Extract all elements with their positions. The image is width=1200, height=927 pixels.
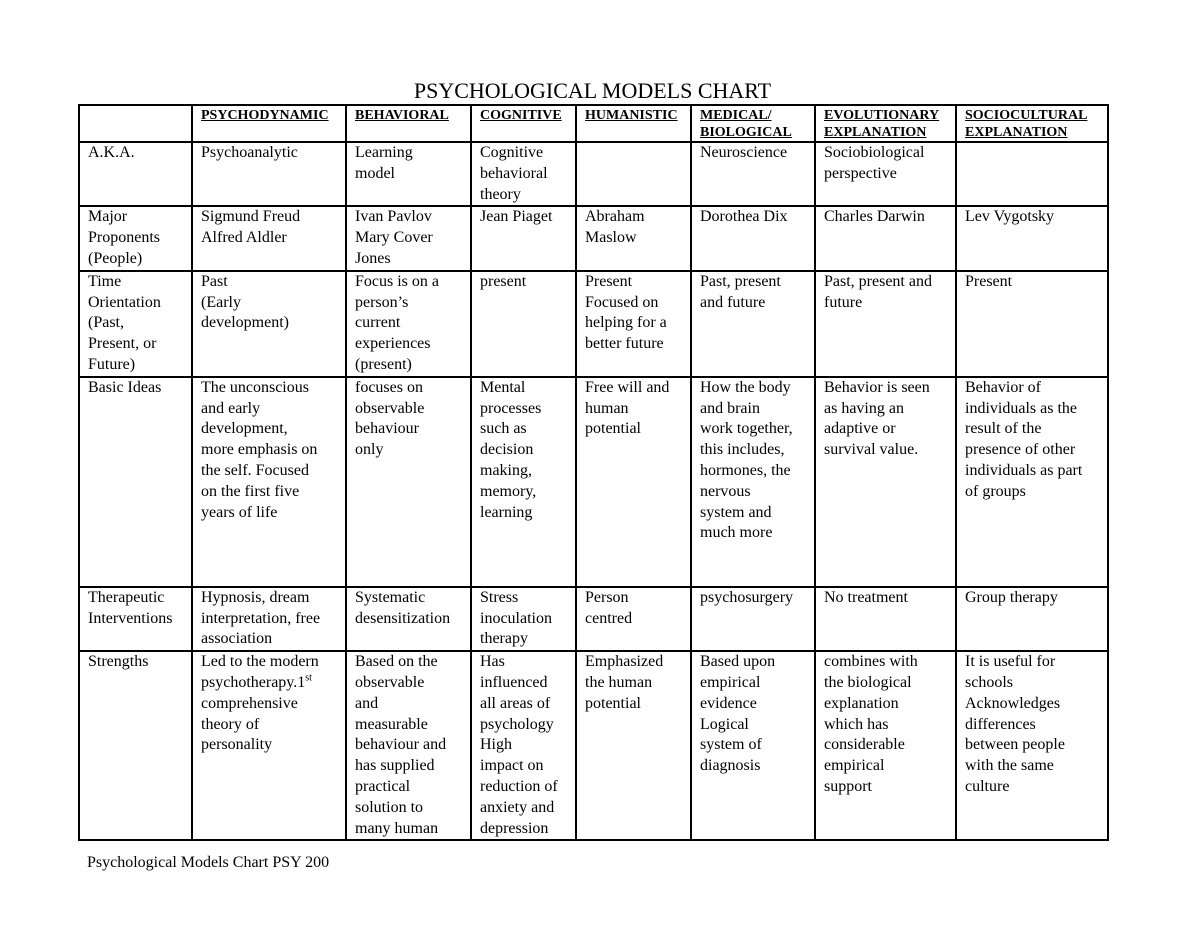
text-part: Led to the modern psychotherapy.1 (201, 653, 319, 691)
cell-medical: Neuroscience (691, 142, 815, 206)
row-label: Major Proponents (People) (79, 206, 192, 270)
cell-psychodynamic: Sigmund Freud Alfred Aldler (192, 206, 346, 270)
page-footer: Psychological Models Chart PSY 200 (87, 854, 330, 871)
cell-cognitive: Has influenced all areas of psychology High impact on reduction of anxiety and depression (471, 651, 576, 840)
cell-evolutionary: Past, present and future (815, 271, 956, 377)
row-therapeutic-interventions (79, 587, 1108, 651)
cell-psychodynamic: Past (Early development) (192, 271, 346, 377)
row-label: Strengths (79, 651, 192, 840)
cell-cognitive: Stress inoculation therapy (471, 587, 576, 651)
header-evolutionary: EVOLUTIONARY EXPLANATION (815, 105, 956, 142)
cell-evolutionary: Charles Darwin (815, 206, 956, 270)
cell-behavioral: Ivan Pavlov Mary Cover Jones (346, 206, 471, 270)
cell-medical: psychosurgery (691, 587, 815, 651)
cell-cognitive: Cognitive behavioral theory (471, 142, 576, 206)
cell-medical: Past, present and future (691, 271, 815, 377)
cell-sociocultural: Group therapy (956, 587, 1108, 651)
cell-evolutionary: combines with the biological explanation which has considerable empirical support (815, 651, 956, 840)
cell-psychodynamic (192, 651, 346, 840)
cell-psychodynamic: The unconscious and early development, more emphasis on the self. Focused on the first five years of life (192, 377, 346, 587)
cell-sociocultural (956, 142, 1108, 206)
header-psychodynamic: PSYCHODYNAMIC (192, 105, 346, 142)
header-cognitive: COGNITIVE (471, 105, 576, 142)
row-major-proponents (79, 206, 1108, 270)
cell-sociocultural: It is useful for schools Acknowledges differences between people with the same culture (956, 651, 1108, 840)
cell-medical: How the body and brain work together, this includes, hormones, the nervous system and much more (691, 377, 815, 587)
cell-humanistic: Emphasized the human potential (576, 651, 691, 840)
cell-sociocultural: Present (956, 271, 1108, 377)
row-label: A.K.A. (79, 142, 192, 206)
cell-sociocultural: Behavior of individuals as the result of the presence of other individuals as part of groups (956, 377, 1108, 587)
cell-humanistic: Abraham Maslow (576, 206, 691, 270)
row-time-orientation (79, 271, 1108, 377)
header-humanistic: HUMANISTIC (576, 105, 691, 142)
cell-cognitive: present (471, 271, 576, 377)
cell-sociocultural: Lev Vygotsky (956, 206, 1108, 270)
row-label: Time Orientation (Past, Present, or Future) (79, 271, 192, 377)
row-strengths (79, 651, 1108, 840)
cell-evolutionary: No treatment (815, 587, 956, 651)
cell-behavioral: focuses on observable behaviour only (346, 377, 471, 587)
header-corner (79, 105, 192, 142)
header-sociocultural: SOCIOCULTURAL EXPLANATION (956, 105, 1108, 142)
cell-humanistic: Free will and human potential (576, 377, 691, 587)
cell-behavioral: Systematic desensitization (346, 587, 471, 651)
text-part: comprehensive theory of personality (201, 694, 298, 754)
row-aka (79, 142, 1108, 206)
cell-psychodynamic: Psychoanalytic (192, 142, 346, 206)
cell-humanistic (576, 142, 691, 206)
header-behavioral: BEHAVIORAL (346, 105, 471, 142)
cell-cognitive: Mental processes such as decision making, memory, learning (471, 377, 576, 587)
row-label: Therapeutic Interventions (79, 587, 192, 651)
header-row (79, 105, 1108, 142)
cell-cognitive: Jean Piaget (471, 206, 576, 270)
ordinal-superscript: st (305, 672, 312, 684)
cell-evolutionary: Behavior is seen as having an adaptive or survival value. (815, 377, 956, 587)
cell-evolutionary: Sociobiological perspective (815, 142, 956, 206)
cell-humanistic: Person centred (576, 587, 691, 651)
row-basic-ideas (79, 377, 1108, 587)
cell-humanistic: Present Focused on helping for a better future (576, 271, 691, 377)
cell-behavioral: Focus is on a person’s current experiences (present) (346, 271, 471, 377)
cell-behavioral: Learning model (346, 142, 471, 206)
cell-medical: Dorothea Dix (691, 206, 815, 270)
cell-psychodynamic: Hypnosis, dream interpretation, free association (192, 587, 346, 651)
row-label: Basic Ideas (79, 377, 192, 587)
psychological-models-table (78, 104, 1109, 841)
page-title: PSYCHOLOGICAL MODELS CHART (413, 78, 772, 103)
cell-behavioral: Based on the observable and measurable behaviour and has supplied practical solution to many human (346, 651, 471, 840)
cell-medical: Based upon empirical evidence Logical system of diagnosis (691, 651, 815, 840)
header-medical-biological: MEDICAL/ BIOLOGICAL (691, 105, 815, 142)
